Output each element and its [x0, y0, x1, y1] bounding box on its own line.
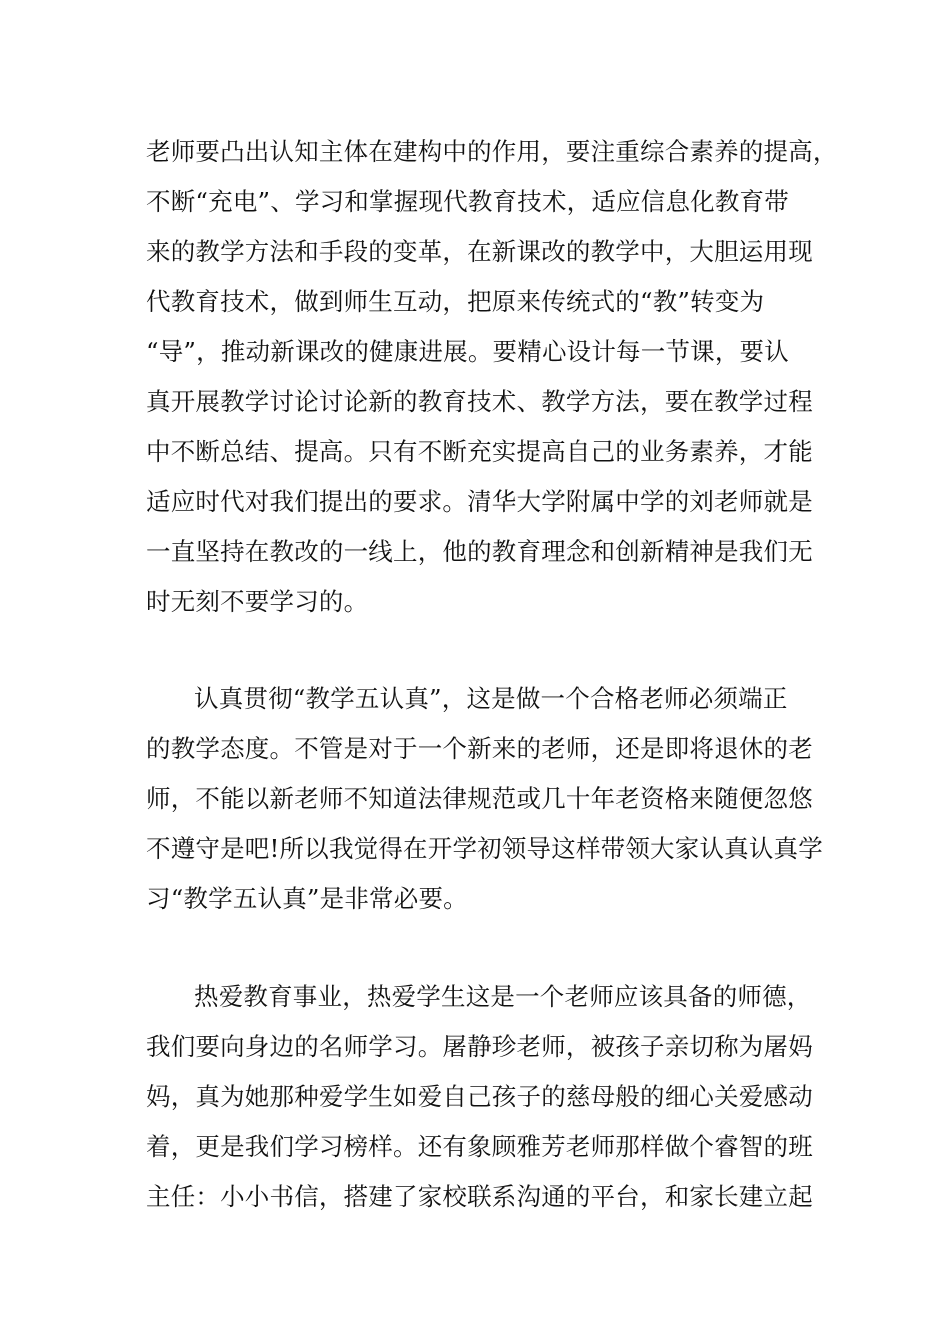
- paragraph-1-line-3: 来的教学方法和手段的变革，在新课改的教学中，大胆运用现: [146, 237, 813, 266]
- paragraph-1-line-4: 代教育技术，做到师生互动，把原来传统式的“教”转变为: [146, 287, 765, 316]
- paragraph-2-line-4: 不遵守是吧!所以我觉得在开学初领导这样带领大家认真认真学: [146, 834, 823, 863]
- paragraph-1-line-1: 老师要凸出认知主体在建构中的作用，要注重综合素养的提高，: [146, 137, 838, 166]
- paragraph-3-line-1: 热爱教育事业，热爱学生这是一个老师应该具备的师德，: [194, 982, 812, 1011]
- paragraph-1-line-6: 真开展教学讨论讨论新的教育技术、教学方法，要在教学过程: [146, 387, 813, 416]
- paragraph-1-line-10: 时无刻不要学习的。: [146, 587, 369, 616]
- paragraph-2-line-2: 的教学态度。不管是对于一个新来的老师，还是即将退休的老: [146, 734, 813, 763]
- paragraph-3-line-3: 妈，真为她那种爱学生如爱自己孩子的慈母般的细心关爱感动: [146, 1082, 813, 1111]
- paragraph-2-line-3: 师，不能以新老师不知道法律规范或几十年老资格来随便忽悠: [146, 784, 813, 813]
- paragraph-1-line-9: 一直坚持在教改的一线上，他的教育理念和创新精神是我们无: [146, 537, 813, 566]
- paragraph-3-line-4: 着，更是我们学习榜样。还有象顾雅芳老师那样做个睿智的班: [146, 1132, 813, 1161]
- paragraph-3-line-2: 我们要向身边的名师学习。屠静珍老师，被孩子亲切称为屠妈: [146, 1032, 813, 1061]
- paragraph-2-line-5: 习“教学五认真”是非常必要。: [146, 884, 468, 913]
- paragraph-2-line-1: 认真贯彻“教学五认真”，这是做一个合格老师必须端正: [194, 684, 788, 713]
- paragraph-1-line-2: 不断“充电”、学习和掌握现代教育技术，适应信息化教育带: [146, 187, 789, 216]
- paragraph-3-line-5: 主任：小小书信，搭建了家校联系沟通的平台，和家长建立起: [146, 1182, 813, 1211]
- paragraph-1-line-5: “导”，推动新课改的健康进展。要精心设计每一节课，要认: [146, 337, 789, 366]
- paragraph-1-line-7: 中不断总结、提高。只有不断充实提高自己的业务素养，才能: [146, 437, 813, 466]
- paragraph-1-line-8: 适应时代对我们提出的要求。清华大学附属中学的刘老师就是: [146, 487, 813, 516]
